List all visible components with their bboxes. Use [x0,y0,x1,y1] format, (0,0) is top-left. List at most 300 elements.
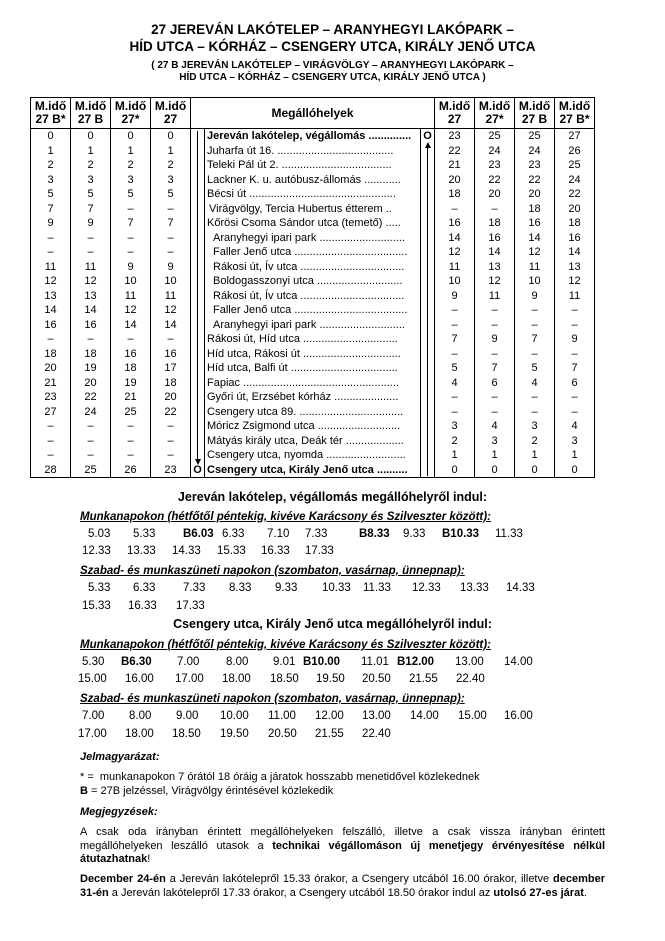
minutes-cell: 12 [151,303,191,318]
minutes-cell: 3 [555,434,595,449]
departure-time: 13.33 [460,582,489,594]
weekday-label-jerevan: Munkanapokon (hétfőtől péntekig, kivéve Karácsony és Szilveszter között): [80,511,491,523]
table-row [31,216,595,231]
departure-time: 11.01 [361,656,389,668]
minutes-cell: – [151,202,191,217]
direction-marker-up: O [423,130,432,143]
minutes-cell: 26 [111,463,151,478]
departure-time: 7.10 [267,528,290,540]
departure-time: 18.00 [125,728,154,740]
table-row [31,144,595,159]
minutes-cell: 13 [475,260,515,275]
departure-time: 22.40 [456,673,485,685]
minutes-cell: 5 [111,187,151,202]
minutes-cell: 11 [31,260,71,275]
stop-name: Jereván lakótelep, végállomás .............. [205,129,421,144]
minutes-cell: 5 [151,187,191,202]
minutes-cell: 19 [111,376,151,391]
minutes-cell: 20 [515,187,555,202]
minutes-cell: – [71,419,111,434]
departure-time: 5.33 [88,582,111,594]
departure-time: 21.55 [409,673,438,685]
minutes-cell: 2 [515,434,555,449]
minutes-cell: 16 [555,231,595,246]
minutes-cell: 22 [71,390,111,405]
minutes-cell: 14 [515,231,555,246]
minutes-cell: 22 [555,187,595,202]
minutes-cell: 5 [31,187,71,202]
minutes-cell: 7 [31,202,71,217]
table-row [31,419,595,434]
table-row [31,158,595,173]
legend-symbol-star: * = [80,771,94,783]
minutes-cell: 23 [435,129,475,144]
minutes-cell: 22 [151,405,191,420]
minutes-cell: 24 [515,144,555,159]
minutes-cell: 14 [435,231,475,246]
minutes-cell: 18 [555,216,595,231]
minutes-cell: – [151,448,191,463]
header-left-0: M.idő 27 B* [31,98,71,129]
up-arrowhead-icon [425,142,431,148]
table-row [31,202,595,217]
weekday-label-csengery: Munkanapokon (hétfőtől péntekig, kivéve Karácsony és Szilveszter között): [80,639,491,651]
minutes-cell: – [151,245,191,260]
section-heading-csengery: Csengery utca, Király Jenő utca megállóhelyről indul: [173,617,492,631]
timetable [30,97,595,478]
minutes-cell: – [151,419,191,434]
stop-name: Aranyhegyi ipari park ............................ [205,231,421,246]
stop-name: Híd utca, Rákosi út ................................ [205,347,421,362]
minutes-cell: 20 [555,202,595,217]
minutes-cell: 9 [475,332,515,347]
minutes-cell: 2 [435,434,475,449]
departure-time: B6.30 [121,656,152,668]
minutes-cell: – [515,318,555,333]
minutes-cell: 5 [515,361,555,376]
minutes-cell: 11 [515,260,555,275]
minutes-cell: 28 [31,463,71,478]
minutes-cell: 3 [111,173,151,188]
minutes-cell: – [555,390,595,405]
stop-name: Faller Jenő utca ..................................... [205,245,421,260]
departure-time: 10.33 [322,582,351,594]
minutes-cell: – [71,448,111,463]
minutes-cell: 3 [435,419,475,434]
minutes-cell: 11 [555,289,595,304]
departure-time: 18.50 [270,673,299,685]
minutes-cell: 25 [71,463,111,478]
stop-name: Rákosi út, Ív utca .................................. [205,289,421,304]
direction-marker-down: O [191,463,205,478]
departure-time: 11.00 [268,710,296,722]
minutes-cell: 25 [475,129,515,144]
minutes-cell: – [31,419,71,434]
stop-name: Fapiac ................................................... [205,376,421,391]
minutes-cell: 14 [151,318,191,333]
minutes-cell: 9 [151,260,191,275]
departure-time: 10.00 [220,710,249,722]
header-right-1: M.idő 27* [475,98,515,129]
minutes-cell: – [111,448,151,463]
minutes-cell: – [475,347,515,362]
minutes-cell: 9 [435,289,475,304]
minutes-cell: 20 [435,173,475,188]
table-row [31,289,595,304]
table-row [31,361,595,376]
minutes-cell: – [435,202,475,217]
minutes-cell: 1 [151,144,191,159]
minutes-cell: 13 [555,260,595,275]
weekend-label-csengery: Szabad- és munkaszüneti napokon (szombaton, vasárnap, ünnepnap): [80,693,465,705]
departure-time: B6.03 [183,528,214,540]
minutes-cell: 13 [71,289,111,304]
minutes-cell: – [151,434,191,449]
minutes-cell: 14 [31,303,71,318]
minutes-cell: 14 [71,303,111,318]
minutes-cell: 3 [515,419,555,434]
header-left-3: M.idő 27 [151,98,191,129]
minutes-cell: 0 [515,463,555,478]
departure-time: 9.01 [273,656,296,668]
stop-name: Győri út, Erzsébet kórház ..................... [205,390,421,405]
minutes-cell: 9 [111,260,151,275]
minutes-cell: – [31,231,71,246]
minutes-cell: 4 [435,376,475,391]
departure-time: 16.33 [261,545,290,557]
minutes-cell: 27 [31,405,71,420]
minutes-cell: 18 [31,347,71,362]
departure-time: 7.33 [305,528,328,540]
table-row [31,448,595,463]
minutes-cell: 4 [515,376,555,391]
minutes-cell: 18 [475,216,515,231]
minutes-cell: 0 [111,129,151,144]
table-row [31,173,595,188]
minutes-cell: – [435,318,475,333]
minutes-cell: 3 [151,173,191,188]
weekend-label-jerevan: Szabad- és munkaszüneti napokon (szombaton, vasárnap, ünnepnap): [80,565,465,577]
minutes-cell: 9 [555,332,595,347]
minutes-cell: 9 [71,216,111,231]
down-arrowhead-icon [195,459,201,465]
minutes-cell: – [71,245,111,260]
notes-heading: Megjegyzések: [80,806,158,818]
subtitle-line-2: HÍD UTCA – KÓRHÁZ – CSENGERY UTCA, KIRÁLY JENŐ UTCA ) [179,72,486,83]
departure-time: 13.00 [362,710,391,722]
minutes-cell: 1 [515,448,555,463]
departure-time: B12.00 [397,656,435,668]
minutes-cell: 2 [71,158,111,173]
minutes-cell: 25 [515,129,555,144]
minutes-cell: – [111,332,151,347]
minutes-cell: 12 [515,245,555,260]
stop-name: Boldogasszonyi utca ............................ [205,274,421,289]
departure-time: 14.00 [410,710,439,722]
minutes-cell: 6 [475,376,515,391]
minutes-cell: 16 [111,347,151,362]
minutes-cell: 20 [31,361,71,376]
minutes-cell: – [555,347,595,362]
minutes-cell: 0 [435,463,475,478]
minutes-cell: 12 [71,274,111,289]
minutes-cell: 10 [111,274,151,289]
minutes-cell: – [475,318,515,333]
minutes-cell: – [555,405,595,420]
departure-time: 12.33 [412,582,441,594]
minutes-cell: 22 [435,144,475,159]
minutes-cell: 16 [475,231,515,246]
departure-time: 6.33 [222,528,245,540]
down-arrow-icon [197,131,198,460]
departure-time: 11.33 [363,582,391,594]
header-stops: Megállóhelyek [191,98,435,129]
legend-heading: Jelmagyarázat: [80,751,160,763]
minutes-cell: 21 [111,390,151,405]
minutes-cell: 18 [435,187,475,202]
departure-time: 5.03 [88,528,111,540]
minutes-cell: 25 [555,158,595,173]
section-heading-jerevan: Jereván lakótelep, végállomás megállóhelyről indul: [177,490,488,504]
minutes-cell: 14 [475,245,515,260]
departure-time: 16.00 [125,673,154,685]
title-line-1: 27 JEREVÁN LAKÓTELEP – ARANYHEGYI LAKÓPARK – [151,22,514,37]
departure-time: 5.33 [133,528,156,540]
header-right-3: M.idő 27 B* [555,98,595,129]
minutes-cell: 3 [31,173,71,188]
minutes-cell: 1 [555,448,595,463]
minutes-cell: 10 [435,274,475,289]
minutes-cell: 3 [475,434,515,449]
stop-name: Lackner K. u. autóbusz-állomás ............ [205,173,421,188]
minutes-cell: 18 [515,202,555,217]
header-right-0: M.idő 27 [435,98,475,129]
minutes-cell: 5 [435,361,475,376]
departure-time: 15.00 [458,710,487,722]
minutes-cell: 5 [71,187,111,202]
minutes-cell: 7 [475,361,515,376]
minutes-cell: 12 [111,303,151,318]
minutes-cell: – [555,303,595,318]
minutes-cell: 24 [71,405,111,420]
minutes-cell: 10 [151,274,191,289]
table-row [31,405,595,420]
minutes-cell: 20 [475,187,515,202]
minutes-cell: – [475,202,515,217]
departure-time: 14.33 [172,545,201,557]
minutes-cell: 4 [475,419,515,434]
minutes-cell: – [435,405,475,420]
legend-line-1 [80,771,605,785]
table-row [31,274,595,289]
minutes-cell: 11 [475,289,515,304]
stop-name: Juharfa út 16. ...................................... [205,144,421,159]
table-row [31,129,595,144]
departure-time: 18.50 [172,728,201,740]
stop-name: Teleki Pál út 2. .................................... [205,158,421,173]
minutes-cell: 14 [555,245,595,260]
minutes-cell: 24 [555,173,595,188]
minutes-cell: 16 [31,318,71,333]
minutes-cell: – [515,405,555,420]
departure-time: 15.33 [82,600,111,612]
minutes-cell: – [71,231,111,246]
minutes-cell: – [111,202,151,217]
departure-time: 22.40 [362,728,391,740]
table-row [31,187,595,202]
stop-name: Mátyás király utca, Deák tér ................... [205,434,421,449]
minutes-cell: 17 [151,361,191,376]
minutes-cell: – [435,303,475,318]
minutes-cell: 16 [435,216,475,231]
table-row [31,318,595,333]
minutes-cell: 16 [515,216,555,231]
minutes-cell: 21 [435,158,475,173]
notes-paragraph-1: A csak oda irányban érintett megállóhelyeken felszálló, illetve a csak vissza irányban érintett megállóhelyeken leszálló utasok a technikai végállomáson új menetjegy érvényesítése nélkül átutazhatnak! [80,826,605,865]
minutes-cell: 0 [475,463,515,478]
minutes-cell: 24 [475,144,515,159]
minutes-cell: – [111,245,151,260]
minutes-cell: 20 [151,390,191,405]
header-left-1: M.idő 27 B [71,98,111,129]
subtitle-line-1: ( 27 B JEREVÁN LAKÓTELEP – VIRÁGVÖLGY – ARANYHEGYI LAKÓPARK – [151,60,514,71]
legend-line-2 [80,785,605,799]
minutes-cell: 12 [475,274,515,289]
departure-time: 13.00 [455,656,484,668]
minutes-cell: – [151,332,191,347]
header-left-2: M.idő 27* [111,98,151,129]
minutes-cell: 27 [555,129,595,144]
minutes-cell: – [475,390,515,405]
minutes-cell: 0 [31,129,71,144]
minutes-cell: 23 [31,390,71,405]
minutes-cell: 4 [555,419,595,434]
minutes-cell: – [31,434,71,449]
minutes-cell: 12 [31,274,71,289]
departure-time: 16.00 [504,710,533,722]
table-row [31,463,595,478]
departure-time: 6.33 [133,582,156,594]
minutes-cell: – [151,231,191,246]
minutes-cell: 7 [151,216,191,231]
departure-time: 7.00 [177,656,200,668]
legend-text-star: munkanapokon 7 órától 18 óráig a járatok hosszabb menetidővel közlekednek [99,771,480,783]
table-row [31,245,595,260]
table-row [31,332,595,347]
departure-time: 19.50 [220,728,249,740]
departure-time: 17.00 [175,673,204,685]
legend-text-b: = 27B jelzéssel, Virágvölgy érintésével közlekedik [91,785,334,797]
minutes-cell: – [515,390,555,405]
minutes-cell: – [555,318,595,333]
minutes-cell: 10 [515,274,555,289]
minutes-cell: 3 [71,173,111,188]
minutes-cell: 18 [71,347,111,362]
minutes-cell: 1 [475,448,515,463]
minutes-cell: 18 [151,376,191,391]
departure-time: 20.50 [268,728,297,740]
minutes-cell: 23 [515,158,555,173]
minutes-cell: 1 [435,448,475,463]
departure-time: 8.33 [229,582,252,594]
minutes-cell: 2 [151,158,191,173]
title-line-2: HÍD UTCA – KÓRHÁZ – CSENGERY UTCA, KIRÁLY JENŐ UTCA [129,39,536,54]
minutes-cell: 9 [31,216,71,231]
minutes-cell: 1 [31,144,71,159]
minutes-cell: 25 [111,405,151,420]
stop-name: Faller Jenő utca ..................................... [205,303,421,318]
departure-time: 9.33 [403,528,426,540]
minutes-cell: 0 [555,463,595,478]
stop-name: Híd utca, Balfi út ................................... [205,361,421,376]
departure-time: 15.33 [217,545,246,557]
departure-time: 13.33 [127,545,156,557]
stop-name: Aranyhegyi ipari park ............................ [205,318,421,333]
minutes-cell: 1 [71,144,111,159]
minutes-cell: 7 [435,332,475,347]
table-row [31,390,595,405]
departure-time: 14.00 [504,656,533,668]
minutes-cell: 1 [111,144,151,159]
minutes-cell: 7 [515,332,555,347]
minutes-cell: 2 [111,158,151,173]
minutes-cell: 18 [111,361,151,376]
minutes-cell: 9 [515,289,555,304]
minutes-cell: 16 [151,347,191,362]
minutes-cell: 11 [71,260,111,275]
departure-time: B8.33 [359,528,390,540]
table-row [31,376,595,391]
minutes-cell: 22 [515,173,555,188]
departure-time: 7.33 [183,582,206,594]
minutes-cell: 2 [31,158,71,173]
minutes-cell: 26 [555,144,595,159]
stop-name: Bécsi út ................................................ [205,187,421,202]
legend-symbol-b: B [80,785,88,797]
minutes-cell: – [31,332,71,347]
departure-time: 17.33 [176,600,205,612]
minutes-cell: – [111,434,151,449]
stop-name: Móricz Zsigmond utca ........................... [205,419,421,434]
minutes-cell: 23 [475,158,515,173]
minutes-cell: 11 [111,289,151,304]
stop-name: Rákosi út, Híd utca ............................... [205,332,421,347]
minutes-cell: 13 [31,289,71,304]
minutes-cell: 14 [111,318,151,333]
departure-time: 18.00 [222,673,251,685]
minutes-cell: 23 [151,463,191,478]
minutes-cell: – [475,405,515,420]
departure-time: 9.33 [275,582,298,594]
table-row [31,347,595,362]
stop-name: Virágvölgy, Tercia Hubertus étterem .. [205,202,421,217]
departure-time: 8.00 [129,710,152,722]
departure-time: 14.33 [506,582,535,594]
departure-time: 12.00 [315,710,344,722]
departure-time: 7.00 [82,710,105,722]
departure-time: B10.00 [303,656,341,668]
departure-time: 12.33 [82,545,111,557]
minutes-cell: 21 [31,376,71,391]
minutes-cell: 0 [151,129,191,144]
minutes-cell: 16 [71,318,111,333]
departure-time: 17.00 [78,728,107,740]
minutes-cell: 7 [71,202,111,217]
departure-time: 11.33 [495,528,523,540]
table-row [31,260,595,275]
minutes-cell: – [71,434,111,449]
minutes-cell: 7 [555,361,595,376]
